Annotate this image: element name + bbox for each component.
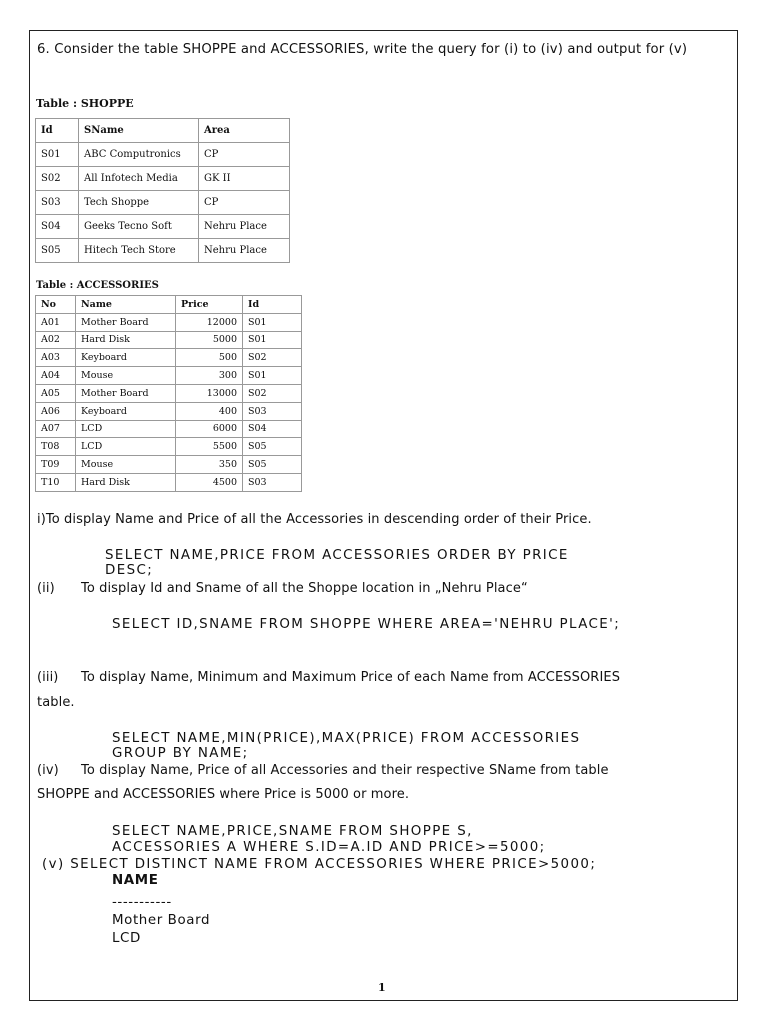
table-cell: 5500: [176, 438, 243, 456]
column-header: Name: [76, 296, 176, 314]
page-number: 1: [378, 981, 386, 994]
table-cell: Tech Shoppe: [79, 191, 199, 215]
column-header: Id: [36, 119, 79, 143]
table-cell: T08: [36, 438, 76, 456]
table-cell: 4500: [176, 473, 243, 491]
table-row: [36, 215, 290, 239]
table-row: [36, 349, 302, 367]
table-cell: Geeks Tecno Soft: [79, 215, 199, 239]
table-cell: S04: [36, 215, 79, 239]
table-cell: CP: [199, 191, 290, 215]
table-row: [36, 313, 302, 331]
question-3-text-line-1: To display Name, Minimum and Maximum Price of each Name from ACCESSORIES: [81, 670, 621, 685]
question-2-number: (ii): [37, 581, 55, 596]
table-cell: All Infotech Media: [79, 167, 199, 191]
query-3-line-1: SELECT NAME,MIN(PRICE),MAX(PRICE) FROM ACCESSORIES: [112, 731, 581, 746]
question-3-text-line-2: table.: [37, 695, 75, 710]
table-cell: Mouse: [76, 456, 176, 474]
table-cell: Mouse: [76, 367, 176, 385]
table-row: [36, 167, 290, 191]
table-row: [36, 456, 302, 474]
table-cell: Keyboard: [76, 402, 176, 420]
accessories-table: [35, 295, 302, 492]
shoppe-table-caption: Table : SHOPPE: [36, 97, 134, 110]
table-cell: LCD: [76, 438, 176, 456]
table-row: [36, 331, 302, 349]
table-row: [36, 438, 302, 456]
accessories-table-caption: Table : ACCESSORIES: [36, 280, 159, 291]
table-cell: S03: [36, 191, 79, 215]
table-cell: S03: [243, 473, 302, 491]
table-cell: LCD: [76, 420, 176, 438]
table-cell: S01: [36, 143, 79, 167]
table-cell: 400: [176, 402, 243, 420]
table-cell: S02: [243, 349, 302, 367]
table-cell: 300: [176, 367, 243, 385]
table-cell: A03: [36, 349, 76, 367]
table-cell: A06: [36, 402, 76, 420]
query-4-line-2: ACCESSORIES A WHERE S.ID=A.ID AND PRICE>=5000;: [112, 840, 546, 855]
table-cell: Hitech Tech Store: [79, 239, 199, 263]
question-1-text: i)To display Name and Price of all the Accessories in descending order of their Price.: [37, 512, 592, 527]
table-cell: Nehru Place: [199, 215, 290, 239]
table-cell: Mother Board: [76, 313, 176, 331]
table-cell: A04: [36, 367, 76, 385]
table-header-row: [36, 296, 302, 314]
result-row: Mother Board: [112, 913, 211, 928]
column-header: No: [36, 296, 76, 314]
table-cell: S02: [243, 384, 302, 402]
table-row: [36, 420, 302, 438]
table-cell: S02: [36, 167, 79, 191]
table-cell: S01: [243, 313, 302, 331]
column-header: Price: [176, 296, 243, 314]
table-row: [36, 143, 290, 167]
table-row: [36, 367, 302, 385]
query-4-line-1: SELECT NAME,PRICE,SNAME FROM SHOPPE S,: [112, 824, 473, 839]
table-cell: S05: [243, 438, 302, 456]
table-row: [36, 473, 302, 491]
table-cell: Hard Disk: [76, 473, 176, 491]
table-cell: T10: [36, 473, 76, 491]
table-cell: A01: [36, 313, 76, 331]
table-cell: 13000: [176, 384, 243, 402]
question-2-text: To display Id and Sname of all the Shoppe location in „Nehru Place“: [81, 581, 528, 596]
table-cell: 350: [176, 456, 243, 474]
table-cell: Nehru Place: [199, 239, 290, 263]
table-cell: 5000: [176, 331, 243, 349]
question-3-number: (iii): [37, 670, 59, 685]
table-row: [36, 402, 302, 420]
query-3-line-2: GROUP BY NAME;: [112, 746, 249, 761]
query-1-line-1: SELECT NAME,PRICE FROM ACCESSORIES ORDER BY PRICE: [105, 548, 569, 563]
table-header-row: [36, 119, 290, 143]
table-cell: A05: [36, 384, 76, 402]
table-row: [36, 191, 290, 215]
result-row: LCD: [112, 931, 141, 946]
table-cell: CP: [199, 143, 290, 167]
question-4-number: (iv): [37, 763, 59, 778]
table-cell: S05: [36, 239, 79, 263]
table-cell: 12000: [176, 313, 243, 331]
table-cell: A02: [36, 331, 76, 349]
result-column-header: NAME: [112, 873, 159, 888]
table-cell: S03: [243, 402, 302, 420]
table-cell: ABC Computronics: [79, 143, 199, 167]
result-separator: -----------: [112, 895, 172, 910]
table-cell: Keyboard: [76, 349, 176, 367]
table-row: [36, 239, 290, 263]
table-cell: 6000: [176, 420, 243, 438]
table-row: [36, 384, 302, 402]
query-5: (v) SELECT DISTINCT NAME FROM ACCESSORIES WHERE PRICE>5000;: [42, 857, 597, 872]
column-header: Area: [199, 119, 290, 143]
table-cell: S05: [243, 456, 302, 474]
question-4-text-line-1: To display Name, Price of all Accessories and their respective SName from table: [81, 763, 609, 778]
question-4-text-line-2: SHOPPE and ACCESSORIES where Price is 5000 or more.: [37, 787, 410, 802]
question-intro: 6. Consider the table SHOPPE and ACCESSORIES, write the query for (i) to (iv) and output for (v): [37, 42, 688, 57]
query-2: SELECT ID,SNAME FROM SHOPPE WHERE AREA='NEHRU PLACE';: [112, 617, 621, 632]
table-cell: S01: [243, 331, 302, 349]
table-cell: A07: [36, 420, 76, 438]
column-header: SName: [79, 119, 199, 143]
table-cell: T09: [36, 456, 76, 474]
table-cell: S01: [243, 367, 302, 385]
column-header: Id: [243, 296, 302, 314]
table-cell: 500: [176, 349, 243, 367]
table-cell: S04: [243, 420, 302, 438]
query-1-line-2: DESC;: [105, 563, 154, 578]
table-cell: Mother Board: [76, 384, 176, 402]
shoppe-table: [35, 118, 290, 263]
table-cell: GK II: [199, 167, 290, 191]
table-cell: Hard Disk: [76, 331, 176, 349]
